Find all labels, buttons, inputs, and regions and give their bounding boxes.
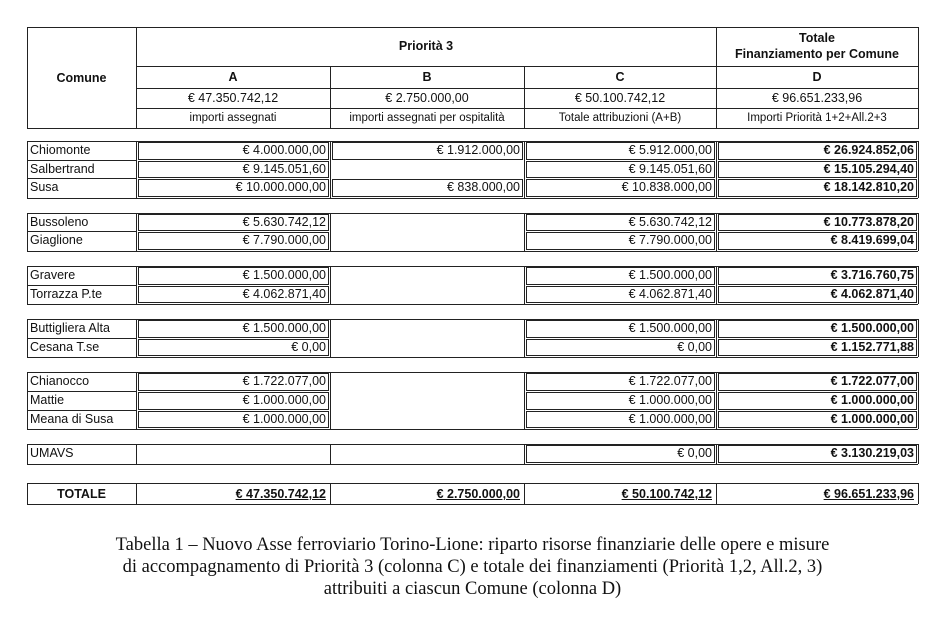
column-rule [330, 444, 331, 464]
cell-d: € 3.130.219,03 [830, 446, 914, 461]
value-box [718, 339, 917, 357]
value-box [718, 445, 917, 463]
value-box [526, 232, 715, 250]
value-box [526, 373, 715, 391]
value-box [332, 142, 523, 160]
column-rule [716, 319, 717, 357]
cell-d: € 15.105.294,40 [823, 161, 914, 176]
cell-c: € 1.000.000,00 [628, 411, 712, 426]
header-right-rule [918, 27, 919, 129]
column-rule [918, 483, 919, 504]
comune-name: Torrazza P.te [30, 286, 103, 301]
column-rule [716, 372, 717, 429]
cell-c: € 7.790.000,00 [628, 233, 712, 248]
comune-name: Gravere [30, 268, 76, 282]
cell-c: € 4.062.871,40 [628, 286, 712, 301]
column-desc-d: Importi Priorità 1+2+All.2+3 [747, 112, 887, 124]
group-bottom-rule [27, 357, 918, 358]
column-letter-c: C [615, 70, 625, 84]
value-box [718, 214, 917, 232]
value-box [138, 161, 329, 179]
column-amount-c: € 50.100.742,12 [574, 91, 666, 105]
row-rule [27, 338, 136, 339]
value-box [526, 392, 715, 410]
group-top-rule [27, 141, 918, 142]
totale-d: € 96.651.233,96 [823, 486, 914, 501]
value-box [526, 339, 715, 357]
column-rule [918, 319, 919, 357]
cell-a: € 5.630.742,12 [242, 214, 326, 229]
value-box [138, 411, 329, 429]
comune-name: Buttigliera Alta [30, 321, 110, 336]
row-rule [27, 410, 136, 411]
value-box [718, 142, 917, 160]
cell-b: € 1.912.000,00 [436, 143, 520, 157]
cell-b [330, 214, 524, 232]
cell-a: € 1.722.077,00 [242, 374, 326, 389]
comune-name: Chiomonte [30, 143, 91, 157]
cell-b [330, 320, 524, 338]
value-box [526, 179, 715, 197]
value-box [138, 142, 329, 160]
totale-bottom-rule [27, 504, 918, 505]
column-rule [330, 141, 331, 198]
column-rule [716, 141, 717, 198]
cell-c: € 1.722.077,00 [628, 374, 712, 389]
column-rule [136, 319, 137, 357]
value-box [526, 445, 715, 463]
group-bottom-rule [27, 198, 918, 199]
cell-a: € 1.500.000,00 [242, 268, 326, 282]
column-rule [918, 213, 919, 251]
value-box [718, 179, 917, 197]
value-box [138, 286, 329, 304]
comune-name: Bussoleno [30, 214, 89, 229]
value-box [718, 267, 917, 285]
column-rule [27, 372, 28, 429]
value-box [526, 161, 715, 179]
value-box [718, 373, 917, 391]
group-top-rule [27, 372, 918, 373]
cell-b [330, 373, 524, 391]
cell-b [330, 232, 524, 250]
value-box [138, 392, 329, 410]
value-box [718, 411, 917, 429]
column-rule [27, 444, 28, 464]
column-rule [716, 444, 717, 464]
column-rule [136, 141, 137, 198]
column-rule [524, 141, 525, 198]
cell-b [330, 392, 524, 410]
cell-d: € 1.000.000,00 [830, 393, 914, 407]
totale-header-line-2: Finanziamento per Comune [735, 47, 899, 61]
cell-c: € 1.500.000,00 [628, 268, 712, 282]
row-rule [27, 178, 136, 179]
totale-label: TOTALE [57, 486, 106, 501]
value-box [718, 286, 917, 304]
column-rule [524, 266, 525, 304]
comune-name: Cesana T.se [30, 339, 100, 354]
column-rule [330, 372, 331, 429]
column-rule [330, 266, 331, 304]
cell-c: € 0,00 [677, 339, 712, 354]
column-rule [27, 266, 28, 304]
column-rule [918, 372, 919, 429]
cell-c: € 1.500.000,00 [628, 321, 712, 336]
cell-c: € 5.912.000,00 [628, 143, 712, 157]
column-rule [27, 141, 28, 198]
column-rule [330, 213, 331, 251]
value-box [138, 232, 329, 250]
cell-a: € 9.145.051,60 [242, 161, 326, 176]
cell-b [330, 267, 524, 285]
column-rule [27, 319, 28, 357]
comune-name: Salbertrand [30, 161, 95, 176]
group-bottom-rule [27, 464, 918, 465]
value-box [526, 142, 715, 160]
column-rule [524, 213, 525, 251]
cell-d: € 1.722.077,00 [830, 374, 914, 389]
column-desc-c: Totale attribuzioni (A+B) [558, 112, 682, 124]
cell-b [330, 445, 524, 463]
comune-name: Giaglione [30, 233, 83, 248]
cell-a: € 1.500.000,00 [242, 321, 326, 336]
cell-a: € 1.000.000,00 [242, 411, 326, 426]
column-rule [716, 266, 717, 304]
caption-line-2: di accompagnamento di Priorità 3 (colonna C) e totale dei finanziamenti (Priorità 1,2, All.2, 3) [122, 557, 823, 577]
column-amount-a: € 47.350.742,12 [187, 91, 279, 105]
cell-b [330, 286, 524, 304]
cell-d: € 26.924.852,06 [823, 143, 914, 157]
cell-a: € 1.000.000,00 [242, 393, 326, 407]
row-rule [27, 231, 136, 232]
caption-line-1: Tabella 1 – Nuovo Asse ferroviario Torino-Lione: riparto risorse finanziarie delle opere e misure [115, 535, 830, 555]
group-top-rule [27, 444, 918, 445]
column-amount-b: € 2.750.000,00 [385, 91, 469, 105]
comune-name: Mattie [30, 393, 65, 407]
value-box [138, 320, 329, 338]
value-box [718, 161, 917, 179]
group-top-rule [27, 319, 918, 320]
column-rule [918, 444, 919, 464]
comune-name: Chianocco [30, 374, 90, 389]
caption-line-3: attribuiti a ciascun Comune (colonna D) [323, 579, 622, 599]
value-box [138, 214, 329, 232]
value-box [526, 320, 715, 338]
group-top-rule [27, 213, 918, 214]
value-box [718, 320, 917, 338]
value-box [138, 339, 329, 357]
priorita-header: Priorità 3 [398, 39, 454, 53]
column-rule [136, 372, 137, 429]
column-desc-b: importi assegnati per ospitalità [349, 112, 505, 124]
column-letter-a: A [228, 70, 238, 84]
value-box [138, 267, 329, 285]
cell-c: € 9.145.051,60 [628, 161, 712, 176]
group-bottom-rule [27, 251, 918, 252]
cell-d: € 1.152.771,88 [830, 339, 914, 354]
cell-c: € 10.838.000,00 [621, 180, 712, 195]
group-bottom-rule [27, 429, 918, 430]
cell-c: € 5.630.742,12 [628, 214, 712, 229]
comune-name: UMAVS [30, 446, 74, 461]
cell-c: € 1.000.000,00 [628, 393, 712, 407]
cell-b: € 838.000,00 [447, 180, 520, 195]
cell-d: € 1.500.000,00 [830, 321, 914, 336]
totale-b: € 2.750.000,00 [436, 486, 520, 501]
column-desc-a: importi assegnati [189, 112, 277, 124]
cell-b [330, 161, 524, 179]
comune-name: Meana di Susa [30, 411, 114, 426]
column-rule [524, 444, 525, 464]
cell-d: € 18.142.810,20 [823, 180, 914, 195]
value-box [526, 411, 715, 429]
totale-a: € 47.350.742,12 [235, 486, 326, 501]
row-rule [27, 285, 136, 286]
value-box [526, 267, 715, 285]
cell-d: € 3.716.760,75 [830, 268, 914, 282]
column-letter-d: D [812, 70, 822, 84]
column-rule [136, 213, 137, 251]
cell-d: € 10.773.878,20 [823, 214, 914, 229]
value-box [526, 286, 715, 304]
header-top-rule [27, 27, 918, 28]
column-rule [918, 266, 919, 304]
totale-header-line-1: Totale [799, 31, 835, 45]
cell-a [136, 445, 330, 463]
cell-d: € 4.062.871,40 [830, 286, 914, 301]
cell-d: € 1.000.000,00 [830, 411, 914, 426]
column-rule [136, 266, 137, 304]
value-box [138, 179, 329, 197]
cell-a: € 4.000.000,00 [242, 143, 326, 157]
value-box [332, 179, 523, 197]
cell-a: € 7.790.000,00 [242, 233, 326, 248]
cell-b [330, 411, 524, 429]
group-bottom-rule [27, 304, 918, 305]
cell-a: € 4.062.871,40 [242, 286, 326, 301]
column-rule [716, 213, 717, 251]
column-rule [524, 372, 525, 429]
header-bottom-rule [27, 128, 919, 129]
comune-name: Susa [30, 180, 59, 195]
value-box [138, 373, 329, 391]
value-box [718, 232, 917, 250]
cell-d: € 8.419.699,04 [830, 233, 914, 248]
table-caption [20, 534, 925, 600]
row-rule [27, 160, 136, 161]
cell-a: € 0,00 [291, 339, 326, 354]
comune-header: Comune [56, 71, 107, 85]
column-rule [330, 319, 331, 357]
cell-b [330, 339, 524, 357]
column-rule [918, 141, 919, 198]
column-rule [136, 444, 137, 464]
cell-a: € 10.000.000,00 [235, 180, 326, 195]
row-rule [27, 391, 136, 392]
value-box [526, 214, 715, 232]
column-rule [524, 319, 525, 357]
column-rule [27, 213, 28, 251]
cell-c: € 0,00 [677, 446, 712, 461]
value-box [718, 392, 917, 410]
group-top-rule [27, 266, 918, 267]
column-letter-b: B [422, 70, 432, 84]
column-amount-d: € 96.651.233,96 [771, 91, 863, 105]
totale-c: € 50.100.742,12 [621, 486, 712, 501]
